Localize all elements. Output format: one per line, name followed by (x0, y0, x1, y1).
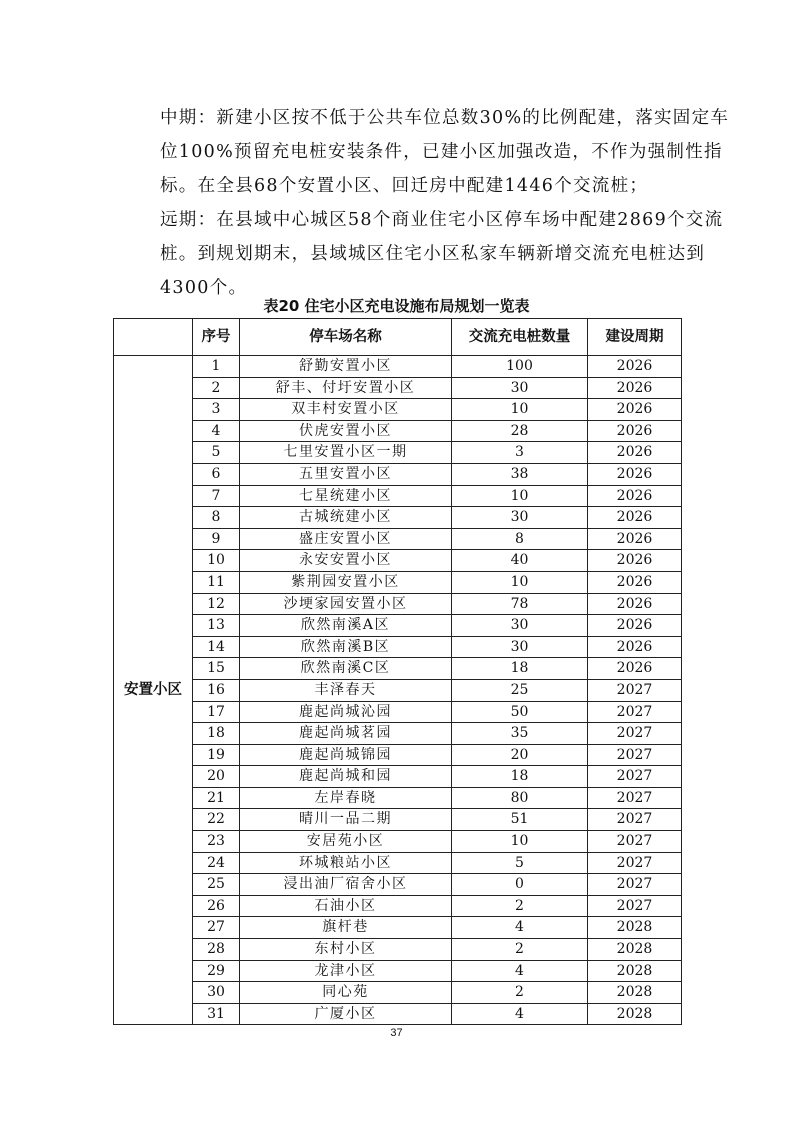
row-charger-count: 20 (452, 744, 588, 766)
row-charger-count: 10 (452, 571, 588, 593)
row-parking-name: 舒丰、付圩安置小区 (240, 377, 452, 399)
row-charger-count: 80 (452, 787, 588, 809)
table-row (114, 356, 682, 378)
row-charger-count: 5 (452, 852, 588, 874)
row-construction-period: 2026 (588, 442, 682, 464)
row-parking-name: 环城粮站小区 (240, 852, 452, 874)
header-construction-period: 建设周期 (588, 319, 682, 356)
row-parking-name: 双丰村安置小区 (240, 399, 452, 421)
row-charger-count: 30 (452, 507, 588, 529)
row-parking-name: 五里安置小区 (240, 463, 452, 485)
row-parking-name: 沙埂家园安置小区 (240, 593, 452, 615)
header-index: 序号 (193, 319, 240, 356)
table-row (114, 874, 682, 896)
table-row (114, 679, 682, 701)
row-parking-name: 七里安置小区一期 (240, 442, 452, 464)
row-index: 13 (193, 615, 240, 637)
header-charger-count: 交流充电桩数量 (452, 319, 588, 356)
table-row (114, 593, 682, 615)
table-row (114, 809, 682, 831)
table-body (114, 356, 682, 1025)
table-row (114, 485, 682, 507)
row-construction-period: 2026 (588, 485, 682, 507)
row-charger-count: 8 (452, 528, 588, 550)
row-charger-count: 100 (452, 356, 588, 378)
row-parking-name: 龙津小区 (240, 960, 452, 982)
table-row (114, 831, 682, 853)
table-row (114, 550, 682, 572)
table-row (114, 852, 682, 874)
row-parking-name: 伏虎安置小区 (240, 420, 452, 442)
row-construction-period: 2026 (588, 528, 682, 550)
row-construction-period: 2027 (588, 701, 682, 723)
row-parking-name: 旗杆巷 (240, 917, 452, 939)
row-index: 28 (193, 939, 240, 961)
table-row (114, 723, 682, 745)
row-construction-period: 2026 (588, 658, 682, 680)
row-index: 18 (193, 723, 240, 745)
row-construction-period: 2027 (588, 831, 682, 853)
row-parking-name: 东村小区 (240, 939, 452, 961)
row-parking-name: 石油小区 (240, 895, 452, 917)
row-index: 3 (193, 399, 240, 421)
row-index: 27 (193, 917, 240, 939)
row-parking-name: 广厦小区 (240, 1003, 452, 1025)
row-construction-period: 2028 (588, 1003, 682, 1025)
row-charger-count: 3 (452, 442, 588, 464)
row-index: 20 (193, 766, 240, 788)
row-parking-name: 七星统建小区 (240, 485, 452, 507)
row-index: 11 (193, 571, 240, 593)
row-index: 14 (193, 636, 240, 658)
row-index: 2 (193, 377, 240, 399)
table-row (114, 442, 682, 464)
row-construction-period: 2026 (588, 399, 682, 421)
row-parking-name: 紫荆园安置小区 (240, 571, 452, 593)
table-row (114, 744, 682, 766)
row-charger-count: 2 (452, 895, 588, 917)
row-parking-name: 欣然南溪B区 (240, 636, 452, 658)
row-construction-period: 2027 (588, 766, 682, 788)
row-charger-count: 30 (452, 636, 588, 658)
row-charger-count: 10 (452, 485, 588, 507)
table-row (114, 420, 682, 442)
row-construction-period: 2027 (588, 744, 682, 766)
table-row (114, 528, 682, 550)
row-parking-name: 左岸春晓 (240, 787, 452, 809)
row-construction-period: 2026 (588, 593, 682, 615)
row-index: 1 (193, 356, 240, 378)
row-charger-count: 28 (452, 420, 588, 442)
table-row (114, 399, 682, 421)
row-index: 7 (193, 485, 240, 507)
table-row (114, 1003, 682, 1025)
row-construction-period: 2026 (588, 420, 682, 442)
row-charger-count: 35 (452, 723, 588, 745)
row-charger-count: 2 (452, 982, 588, 1004)
row-charger-count: 4 (452, 1003, 588, 1025)
table-row (114, 463, 682, 485)
table-row (114, 895, 682, 917)
row-parking-name: 古城统建小区 (240, 507, 452, 529)
table-row (114, 960, 682, 982)
row-index: 25 (193, 874, 240, 896)
row-construction-period: 2027 (588, 809, 682, 831)
row-charger-count: 18 (452, 766, 588, 788)
row-construction-period: 2028 (588, 917, 682, 939)
row-charger-count: 78 (452, 593, 588, 615)
row-parking-name: 鹿起尚城茗园 (240, 723, 452, 745)
row-index: 6 (193, 463, 240, 485)
row-parking-name: 鹿起尚城沁园 (240, 701, 452, 723)
row-charger-count: 30 (452, 615, 588, 637)
paragraph-long-term: 远期：在县域中心城区58个商业住宅小区停车场中配建2869个交流桩。到规划期末，县域城区住宅小区私家车辆新增交流充电桩达到4300个。 (160, 210, 724, 298)
row-index: 17 (193, 701, 240, 723)
charging-facility-table (113, 318, 682, 1025)
row-construction-period: 2027 (588, 852, 682, 874)
header-parking-name: 停车场名称 (240, 319, 452, 356)
row-index: 21 (193, 787, 240, 809)
row-charger-count: 0 (452, 874, 588, 896)
row-construction-period: 2027 (588, 874, 682, 896)
row-charger-count: 40 (452, 550, 588, 572)
row-charger-count: 4 (452, 917, 588, 939)
row-index: 15 (193, 658, 240, 680)
table-row (114, 917, 682, 939)
row-parking-name: 舒勤安置小区 (240, 356, 452, 378)
row-index: 8 (193, 507, 240, 529)
row-index: 5 (193, 442, 240, 464)
row-parking-name: 晴川一品二期 (240, 809, 452, 831)
paragraph-medium-term: 中期：新建小区按不低于公共车位总数30%的比例配建，落实固定车位100%预留充电桩安装条件，已建小区加强改造，不作为强制性指标。在全县68个安置小区、回迁房中配建1446个交流桩； (160, 108, 730, 196)
row-charger-count: 10 (452, 831, 588, 853)
row-construction-period: 2026 (588, 571, 682, 593)
row-construction-period: 2027 (588, 895, 682, 917)
row-index: 10 (193, 550, 240, 572)
row-index: 12 (193, 593, 240, 615)
table-caption: 表20 住宅小区充电设施布局规划一览表 (263, 297, 530, 315)
row-construction-period: 2026 (588, 377, 682, 399)
row-index: 29 (193, 960, 240, 982)
row-index: 9 (193, 528, 240, 550)
table-row (114, 939, 682, 961)
category-cell: 安置小区 (114, 356, 193, 1025)
row-construction-period: 2027 (588, 723, 682, 745)
row-charger-count: 50 (452, 701, 588, 723)
row-construction-period: 2027 (588, 679, 682, 701)
row-charger-count: 10 (452, 399, 588, 421)
row-parking-name: 同心苑 (240, 982, 452, 1004)
row-index: 22 (193, 809, 240, 831)
row-parking-name: 欣然南溪A区 (240, 615, 452, 637)
row-index: 4 (193, 420, 240, 442)
row-charger-count: 51 (452, 809, 588, 831)
row-index: 24 (193, 852, 240, 874)
row-construction-period: 2026 (588, 550, 682, 572)
row-construction-period: 2026 (588, 615, 682, 637)
row-parking-name: 鹿起尚城锦园 (240, 744, 452, 766)
table-row (114, 787, 682, 809)
table-header-row (114, 319, 682, 356)
table-row (114, 615, 682, 637)
table-row (114, 636, 682, 658)
row-index: 19 (193, 744, 240, 766)
row-charger-count: 4 (452, 960, 588, 982)
row-construction-period: 2026 (588, 636, 682, 658)
row-index: 23 (193, 831, 240, 853)
table-row (114, 982, 682, 1004)
row-charger-count: 2 (452, 939, 588, 961)
row-index: 30 (193, 982, 240, 1004)
row-parking-name: 鹿起尚城和园 (240, 766, 452, 788)
row-index: 26 (193, 895, 240, 917)
row-construction-period: 2026 (588, 356, 682, 378)
row-construction-period: 2027 (588, 787, 682, 809)
row-construction-period: 2026 (588, 507, 682, 529)
row-parking-name: 安居苑小区 (240, 831, 452, 853)
row-construction-period: 2026 (588, 463, 682, 485)
row-parking-name: 盛庄安置小区 (240, 528, 452, 550)
row-charger-count: 30 (452, 377, 588, 399)
row-parking-name: 浸出油厂宿舍小区 (240, 874, 452, 896)
row-charger-count: 18 (452, 658, 588, 680)
row-parking-name: 丰泽春天 (240, 679, 452, 701)
table-row (114, 507, 682, 529)
table-row (114, 571, 682, 593)
table-row (114, 658, 682, 680)
row-index: 16 (193, 679, 240, 701)
row-charger-count: 25 (452, 679, 588, 701)
row-charger-count: 38 (452, 463, 588, 485)
row-index: 31 (193, 1003, 240, 1025)
row-construction-period: 2028 (588, 939, 682, 961)
table-row (114, 766, 682, 788)
table-row (114, 377, 682, 399)
row-construction-period: 2028 (588, 960, 682, 982)
page-number: 37 (390, 1027, 403, 1039)
row-construction-period: 2028 (588, 982, 682, 1004)
table-row (114, 701, 682, 723)
row-parking-name: 欣然南溪C区 (240, 658, 452, 680)
header-category (114, 319, 193, 356)
row-parking-name: 永安安置小区 (240, 550, 452, 572)
